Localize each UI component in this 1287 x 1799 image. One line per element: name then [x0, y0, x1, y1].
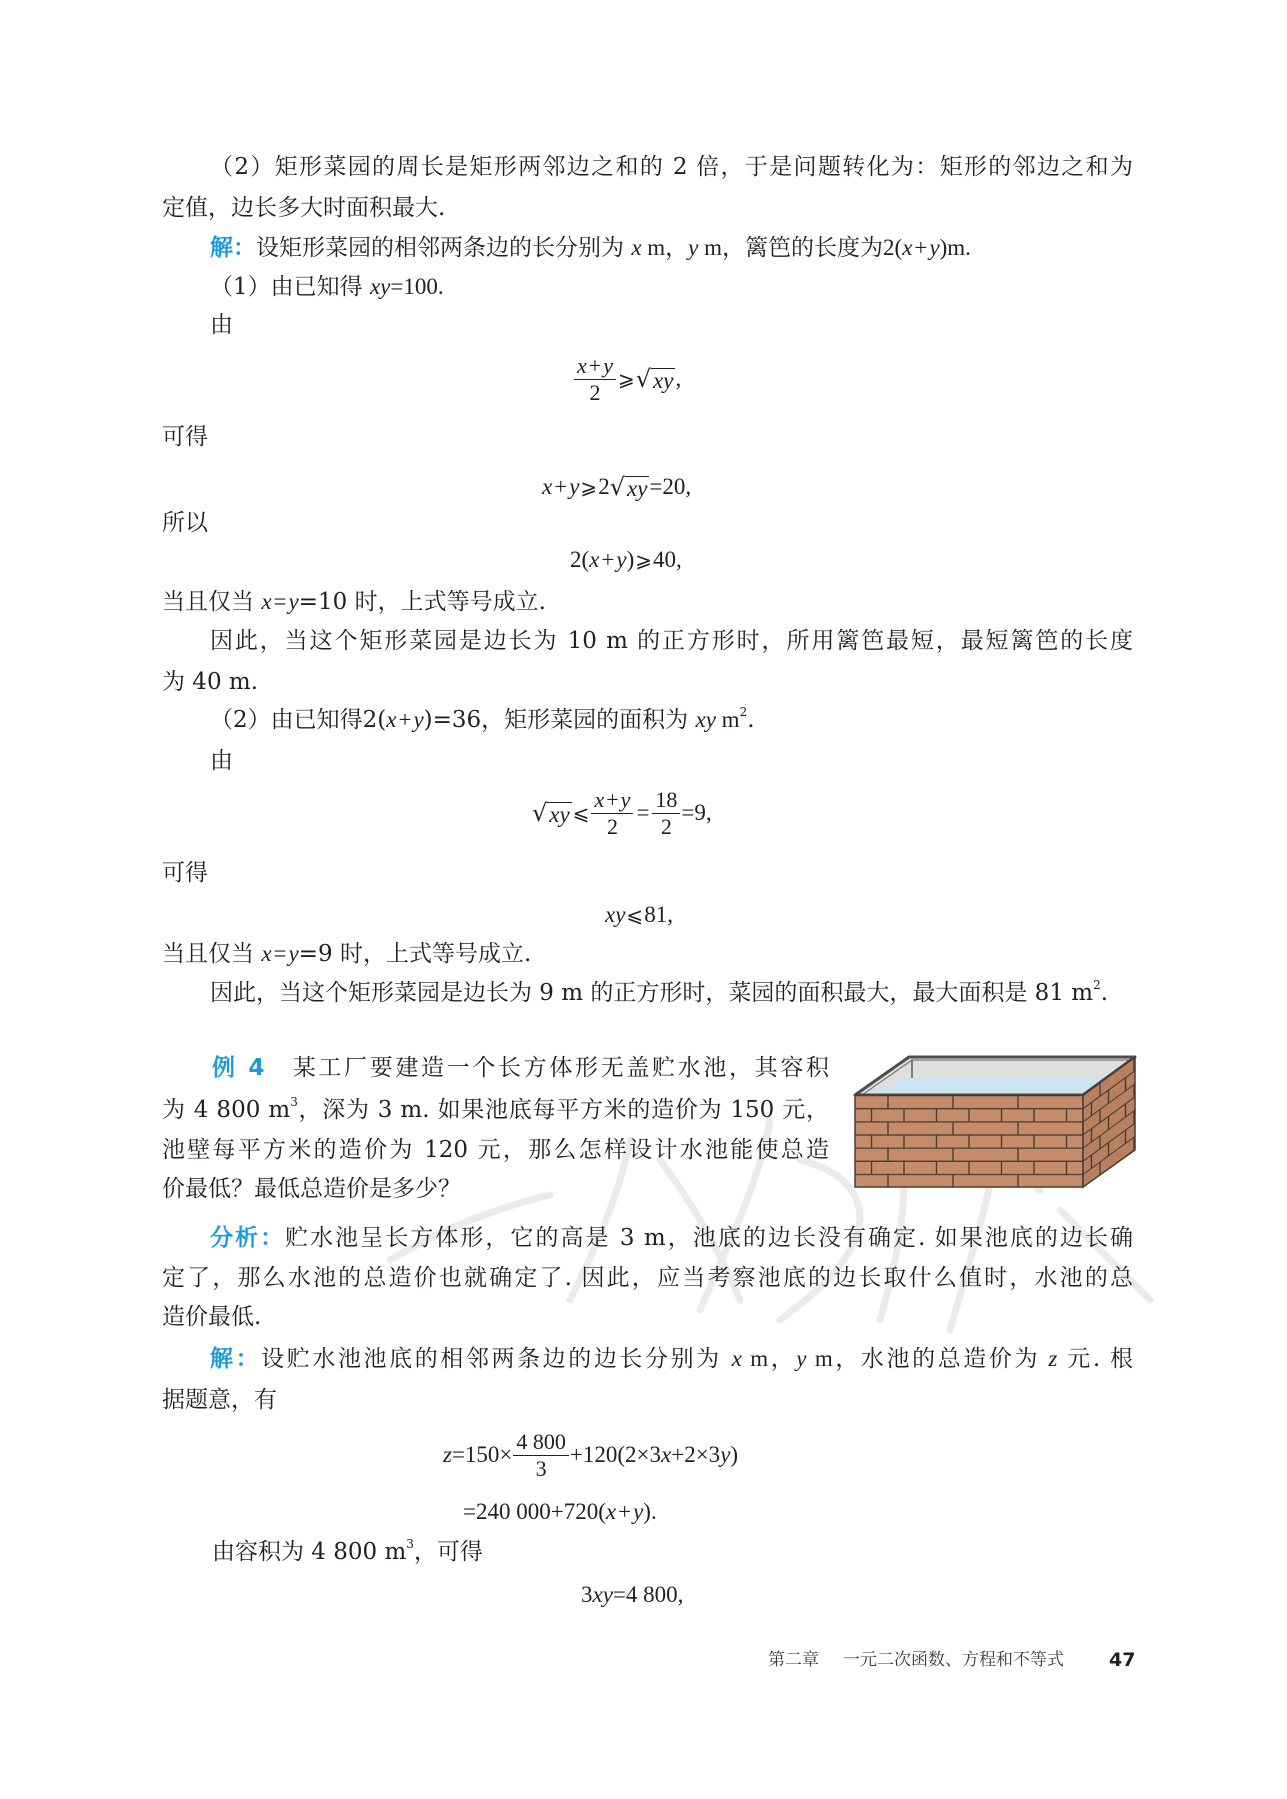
- geq-symbol: ⩾: [580, 475, 598, 499]
- math-variable: y: [720, 1442, 731, 1467]
- math-variable: xy: [695, 707, 716, 732]
- square-root: [610, 473, 650, 501]
- math-operator: +: [554, 474, 568, 499]
- leq-symbol: ⩽: [572, 801, 590, 825]
- so-label: 所以: [162, 510, 208, 536]
- math-variable: y: [633, 1499, 644, 1524]
- analysis-label: 分析：: [210, 1225, 286, 1251]
- math-text: =9,: [681, 800, 712, 825]
- part2-given-line: [210, 705, 755, 735]
- punctuation: .: [1100, 980, 1109, 1006]
- formula-volume: [581, 1565, 683, 1625]
- radicand: xy: [653, 368, 674, 393]
- square-root: [532, 799, 572, 827]
- math-text: +120(2×3: [569, 1442, 662, 1467]
- example4-solution-line-1: [210, 1344, 1133, 1374]
- math-operator: +: [601, 547, 615, 572]
- math-number: 2: [598, 474, 610, 499]
- text-run: 由容积为 4 800 m: [212, 1539, 407, 1565]
- footer-chapter-title: 一元二次函数、方程和不等式: [843, 1650, 1064, 1670]
- math-text: =240 000+720(: [463, 1499, 606, 1524]
- square-root: [636, 365, 676, 393]
- math-text: 2(: [570, 547, 590, 572]
- math-variable: x: [386, 707, 397, 732]
- math-text: ).: [643, 1499, 657, 1524]
- math-variable: x: [577, 352, 587, 378]
- numerator: [591, 787, 633, 814]
- numerator: 4 800: [513, 1429, 569, 1456]
- text-run: （1）由已知得: [210, 274, 370, 300]
- math-text: ): [730, 1442, 739, 1467]
- equality-line: [162, 939, 531, 969]
- geq-symbol: ⩾: [635, 548, 653, 572]
- analysis-line-2: 定了，那么水池的总造价也就确定了. 因此，应当考察池底的边长取什么值时，水池的总: [162, 1265, 1133, 1291]
- solution-label: 解：: [210, 1346, 262, 1372]
- equality-line: [162, 587, 546, 617]
- text-run: ，深为 3 m. 如果池底每平方米的造价为 150 元，: [297, 1097, 829, 1123]
- math-text: 40,: [653, 547, 682, 572]
- fraction: [513, 1429, 569, 1482]
- radicand: xy: [626, 476, 648, 501]
- formula-perimeter-bound: [570, 530, 682, 590]
- formula-gm-am-area: [532, 783, 712, 843]
- math-text: =4 800,: [612, 1582, 684, 1607]
- conclusion-line-2: 为 40 m.: [162, 669, 259, 695]
- text-run: )m.: [939, 235, 971, 260]
- page-number: 47: [1109, 1649, 1136, 1671]
- math-variable: y: [796, 1346, 807, 1371]
- text-run: =10 时，上式等号成立.: [298, 589, 546, 615]
- math-operator: +: [618, 1499, 632, 1524]
- footer-chapter: 第二章: [768, 1650, 819, 1670]
- example4-line-3: 池壁每平方米的造价为 120 元，那么怎样设计水池能使总造: [162, 1137, 829, 1163]
- by-label: 由: [210, 748, 233, 774]
- math-variable: x: [589, 547, 600, 572]
- text-run: )=36，矩形菜园的面积为: [423, 707, 696, 733]
- math-number: 3: [581, 1582, 593, 1607]
- sqrt-icon: √: [532, 799, 548, 827]
- math-variable: x: [594, 786, 605, 812]
- text-run: ，可得: [413, 1539, 483, 1565]
- formula-total-cost: [443, 1425, 738, 1485]
- math-variable: x: [661, 1442, 672, 1467]
- sqrt-icon: √: [609, 473, 625, 501]
- math-variable: x: [542, 474, 553, 499]
- example4-solution-line-2: 据题意，有: [162, 1387, 277, 1413]
- math-variable: x: [261, 589, 272, 614]
- text-run: 因此，当这个矩形菜园是边长为 9 m 的正方形时，菜园的面积最大，最大面积是 81 m: [210, 980, 1094, 1006]
- math-variable: x: [631, 235, 642, 260]
- math-variable: xy: [592, 1582, 613, 1607]
- conclusion-line: [210, 978, 1108, 1008]
- math-variable: xy: [369, 274, 391, 299]
- math-operator: +: [914, 235, 928, 260]
- math-variable: z: [443, 1442, 452, 1467]
- math-operator: +: [588, 352, 602, 378]
- leq-symbol: ⩽: [626, 903, 644, 927]
- math-variable: y: [620, 786, 631, 812]
- text-run: 为 4 800 m: [162, 1097, 291, 1123]
- text-run: 当且仅当: [162, 589, 262, 615]
- solution-label: 解：: [210, 235, 256, 261]
- superscript: 2: [1093, 978, 1101, 992]
- unit: m: [715, 707, 740, 732]
- superscript: 3: [290, 1095, 298, 1109]
- radicand: xy: [549, 802, 570, 827]
- text-run: 当且仅当: [162, 941, 262, 967]
- formula-total-cost-simplified: [463, 1482, 657, 1542]
- math-variable: y: [929, 235, 940, 260]
- math-text: =150×: [451, 1442, 513, 1467]
- example4-line-4: 价最低？最低总造价是多少？: [162, 1176, 461, 1202]
- math-variable: y: [288, 589, 299, 614]
- formula-am-gm: [573, 349, 681, 409]
- text-run: =9 时，上式等号成立.: [298, 941, 532, 967]
- math-variable: y: [569, 474, 580, 499]
- text-run: m，: [641, 235, 689, 260]
- math-variable: y: [688, 235, 699, 260]
- denominator: 2: [606, 813, 618, 839]
- formula-sum-bound: [542, 457, 691, 517]
- superscript: 2: [739, 705, 748, 719]
- equals-symbol: =: [636, 800, 650, 825]
- denominator: 3: [535, 1455, 547, 1481]
- math-operator: +: [606, 786, 619, 812]
- math-variable: x: [731, 1346, 742, 1371]
- solution-line: [210, 233, 971, 263]
- text-run: 元. 根: [1057, 1346, 1133, 1372]
- volume-line: [212, 1537, 483, 1567]
- text-run: =100.: [390, 274, 444, 299]
- punctuation: .: [747, 707, 755, 733]
- hence-label: 可得: [162, 424, 208, 450]
- math-text: 81,: [644, 902, 673, 927]
- math-text: +2×3: [671, 1442, 721, 1467]
- intro-line-2: 定值，边长多大时面积最大.: [162, 195, 446, 221]
- math-operator: =: [273, 941, 287, 966]
- front-brick-wall: [855, 1095, 1083, 1187]
- punctuation: ,: [675, 366, 682, 391]
- math-variable: y: [288, 941, 299, 966]
- math-variable: y: [616, 547, 627, 572]
- math-variable: xy: [605, 902, 626, 927]
- intro-line-1: （2）矩形菜园的周长是矩形两邻边之和的 2 倍，于是问题转化为：矩形的邻边之和为: [210, 154, 1133, 180]
- math-variable: y: [413, 707, 424, 732]
- math-text: ): [626, 547, 635, 572]
- text-run: m，: [741, 1346, 797, 1371]
- text-run: （2）由已知得2(: [210, 707, 387, 733]
- numerator: 18: [652, 787, 680, 814]
- text-run: 设矩形菜园的相邻两条边的长分别为: [256, 235, 632, 261]
- text-run: 设贮水池池底的相邻两条边的边长分别为: [261, 1346, 732, 1372]
- example4-line-2: [162, 1095, 829, 1125]
- math-variable: y: [603, 352, 613, 378]
- text-run: 贮水池呈长方体形，它的高是 3 m，池底的边长没有确定. 如果池底的边长确: [285, 1225, 1133, 1251]
- math-variable: z: [1048, 1346, 1058, 1371]
- conclusion-line-1: 因此，当这个矩形菜园是边长为 10 m 的正方形时，所用篱笆最短，最短篱笆的长度: [210, 628, 1133, 654]
- math-operator: +: [398, 707, 412, 732]
- by-label: 由: [210, 312, 233, 338]
- analysis-line-3: 造价最低.: [162, 1304, 262, 1330]
- denominator: 2: [660, 813, 672, 839]
- brick-water-tank-illustration: [850, 1050, 1145, 1195]
- denominator: 2: [589, 379, 601, 405]
- text-run: m，篱笆的长度为2(: [698, 235, 903, 260]
- text-run: m，水池的总造价为: [806, 1346, 1049, 1371]
- analysis-line-1: [210, 1223, 1133, 1253]
- math-operator: =: [273, 589, 287, 614]
- sqrt-icon: √: [635, 365, 652, 393]
- math-variable: x: [902, 235, 913, 260]
- formula-area-bound: [605, 885, 673, 945]
- fraction: [574, 353, 616, 406]
- example4-line-1: [212, 1053, 829, 1083]
- geq-symbol: ⩾: [617, 367, 635, 391]
- numerator: [574, 353, 616, 380]
- math-variable: x: [605, 1499, 617, 1524]
- text-run: 某工厂要建造一个长方体形无盖贮水池，其容积: [292, 1055, 829, 1081]
- math-text: =20,: [649, 474, 692, 499]
- example-label: 例 4: [212, 1055, 265, 1081]
- superscript: 3: [406, 1537, 414, 1551]
- math-variable: x: [261, 941, 272, 966]
- hence-label: 可得: [162, 860, 208, 886]
- fraction: [652, 787, 680, 840]
- part1-given-line: [210, 272, 444, 302]
- fraction: [591, 787, 633, 840]
